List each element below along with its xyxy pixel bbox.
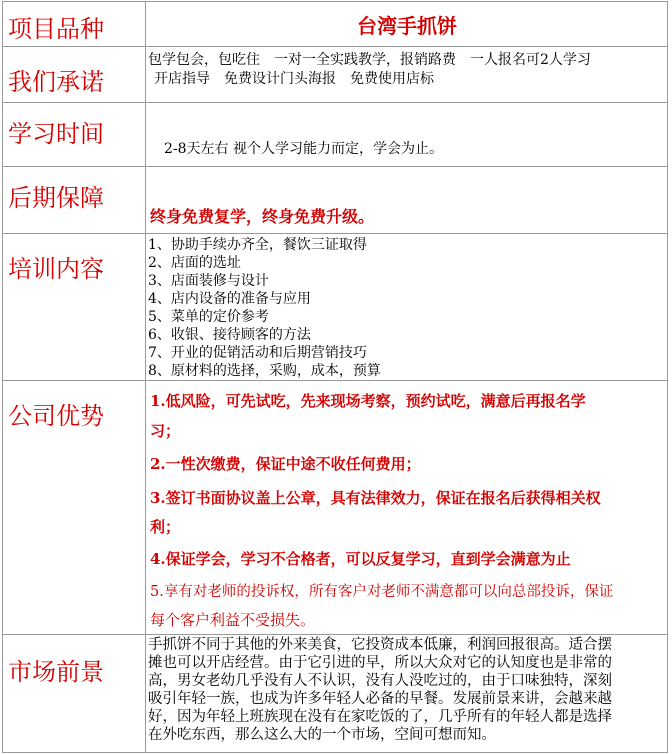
training-item: 8、原材料的选择，采购，成本，预算 <box>148 363 381 379</box>
row-promise <box>2 46 668 102</box>
training-item: 5、菜单的定价参考 <box>148 309 269 325</box>
training-item: 3、店面装修与设计 <box>148 273 269 289</box>
market-line: 好，因为年轻上班族现在没有在家吃饭的了，几乎所有的年轻人都是选择 <box>148 709 612 725</box>
row-label: 项目品种 <box>8 15 104 43</box>
row-project <box>2 1 668 46</box>
training-item: 6、收银、接待顾客的方法 <box>148 327 311 343</box>
guarantee-value: 终身免费复学，终身免费升级。 <box>150 207 375 226</box>
training-item: 4、店内设备的准备与应用 <box>148 291 311 307</box>
advantage-line: 2.一性次缴费，保证中途不收任何费用； <box>150 455 421 473</box>
row-label: 学习时间 <box>8 120 104 148</box>
row-guarantee <box>2 166 668 233</box>
market-line: 吸引年轻一族，也成为许多年轻人必备的早餐。发展前景来讲，会越来越 <box>148 691 612 707</box>
row-label: 我们承诺 <box>8 68 104 96</box>
row-label: 后期保障 <box>8 184 104 212</box>
market-line: 手抓饼不同于其他的外来美食，它投资成本低廉，利润回报很高。适合摆 <box>148 637 612 653</box>
market-line: 在外吃东西，那么这么大的一个市场，空间可想而知。 <box>148 727 496 743</box>
training-item: 2、店面的选址 <box>148 255 241 271</box>
advantage-line: 习； <box>150 422 181 440</box>
advantage-line: 每个客户利益不受损失。 <box>150 611 316 629</box>
advantage-line: 1.低风险，可先试吃，先来现场考察，预约试吃，满意后再报名学 <box>150 392 586 410</box>
row-label: 公司优势 <box>8 402 104 430</box>
row-training <box>2 233 668 380</box>
market-line: 摊也可以开店经营。由于它引进的早，所以大众对它的认知度也是非常的 <box>148 655 612 671</box>
row-market <box>2 634 668 752</box>
row-study-time <box>2 102 668 166</box>
grid-line <box>2 752 668 753</box>
training-item: 7、开业的促销活动和后期营销技巧 <box>148 345 367 361</box>
promise-line: 开店指导 免费设计门头海报 免费使用店标 <box>154 71 434 87</box>
row-label: 培训内容 <box>8 255 104 283</box>
promise-line: 包学包会，包吃住 一对一全实践教学，报销路费 一人报名可2人学习 <box>148 52 591 68</box>
project-name: 台湾手抓饼 <box>357 14 457 38</box>
market-line: 高，男女老幼几乎没有人不认识，没有人没吃过的，由于口味独特，深刻 <box>148 673 612 689</box>
advantage-line: 利； <box>150 518 181 536</box>
row-advantage <box>2 380 668 634</box>
advantage-line: 4.保证学会，学习不合格者，可以反复学习，直到学会满意为止 <box>150 550 571 568</box>
row-label: 市场前景 <box>8 658 104 686</box>
advantage-line: 5.享有对老师的投诉权，所有客户对老师不满意都可以向总部投诉，保证 <box>150 584 614 600</box>
advantage-line: 3.签订书面协议盖上公章，具有法律效力，保证在报名后获得相关权 <box>150 489 601 507</box>
study-time-value: 2-8天左右 视个人学习能力而定，学会为止。 <box>164 141 443 157</box>
training-item: 1、协助手续办齐全，餐饮三证取得 <box>148 237 367 253</box>
